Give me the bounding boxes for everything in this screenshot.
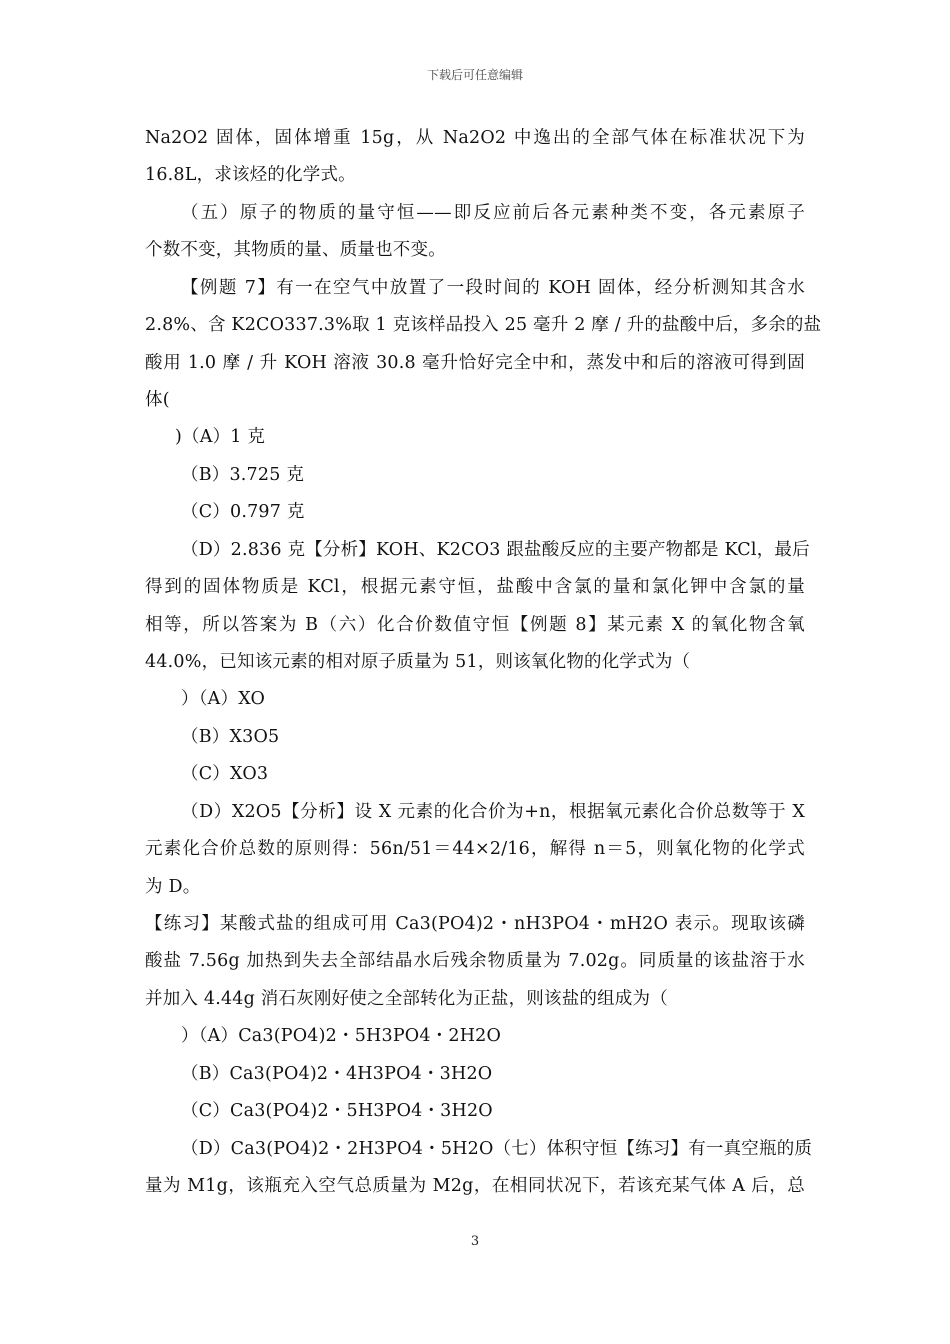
- text-line: 元素化合价总数的原则得：56n/51＝44×2/16，解得 n＝5，则氧化物的化学式: [145, 839, 805, 859]
- text-line: 酸盐 7.56g 加热到失去全部结晶水后残余物质量为 7.02g。同质量的该盐溶于水: [145, 951, 805, 971]
- text-line: 【练习】某酸式盐的组成可用 Ca3(PO4)2・nH3PO4・mH2O 表示。现取该磷: [145, 914, 805, 934]
- text-line: （五）原子的物质的量守恒——即反应前后各元素种类不变，各元素原子: [181, 203, 805, 223]
- text-line: 体(: [145, 390, 170, 410]
- text-line: 并加入 4.44g 消石灰刚好使之全部转化为正盐，则该盐的组成为（: [145, 989, 668, 1009]
- text-line: 为 D。: [145, 877, 201, 897]
- text-line: （D）2.836 克【分析】KOH、K2CO3 跟盐酸反应的主要产物都是 KCl，最后: [181, 540, 810, 560]
- option-line: ）（A）Ca3(PO4)2・5H3PO4・2H2O: [181, 1026, 502, 1046]
- option-line: （C）0.797 克: [181, 502, 305, 522]
- text-line: 相等，所以答案为 B（六）化合价数值守恒【例题 8】某元素 X 的氧化物含氧: [145, 615, 805, 635]
- option-line: ）（A）XO: [181, 689, 266, 709]
- text-line: 个数不变，其物质的量、质量也不变。: [145, 240, 446, 260]
- page-header: 下载后可任意编辑: [426, 68, 523, 82]
- option-line: （C）XO3: [181, 764, 269, 784]
- text-line: 44.0%，已知该元素的相对原子质量为 51，则该氧化物的化学式为（: [145, 652, 691, 672]
- page-number: 3: [470, 1234, 480, 1249]
- option-line: )（A）1 克: [175, 427, 266, 447]
- option-line: （C）Ca3(PO4)2・5H3PO4・3H2O: [181, 1101, 493, 1121]
- text-line: 量为 M1g，该瓶充入空气总质量为 M2g，在相同状况下，若该充某气体 A 后，总: [145, 1176, 805, 1196]
- text-line: （D）Ca3(PO4)2・2H3PO4・5H2O（七）体积守恒【练习】有一真空瓶的质: [181, 1139, 813, 1159]
- text-line: 16.8L，求该烃的化学式。: [145, 165, 356, 185]
- text-line: 【例题 7】有一在空气中放置了一段时间的 KOH 固体，经分析测知其含水: [181, 278, 805, 298]
- text-line: 2.8%、含 K2CO337.3%取 1 克该样品投入 25 毫升 2 摩 / 升的盐酸中后，多余的盐: [145, 315, 822, 335]
- text-line: 得到的固体物质是 KCl，根据元素守恒，盐酸中含氯的量和氯化钾中含氯的量: [145, 577, 805, 597]
- option-line: （B）3.725 克: [181, 465, 305, 485]
- text-line: Na2O2 固体，固体增重 15g，从 Na2O2 中逸出的全部气体在标准状况下为: [145, 128, 805, 148]
- text-line: （D）X2O5【分析】设 X 元素的化合价为+n，根据氧元素化合价总数等于 X: [181, 802, 805, 822]
- option-line: （B）Ca3(PO4)2・4H3PO4・3H2O: [181, 1064, 493, 1084]
- option-line: （B）X3O5: [181, 727, 280, 747]
- text-line: 酸用 1.0 摩 / 升 KOH 溶液 30.8 毫升恰好完全中和，蒸发中和后的溶液可得到固: [145, 353, 805, 373]
